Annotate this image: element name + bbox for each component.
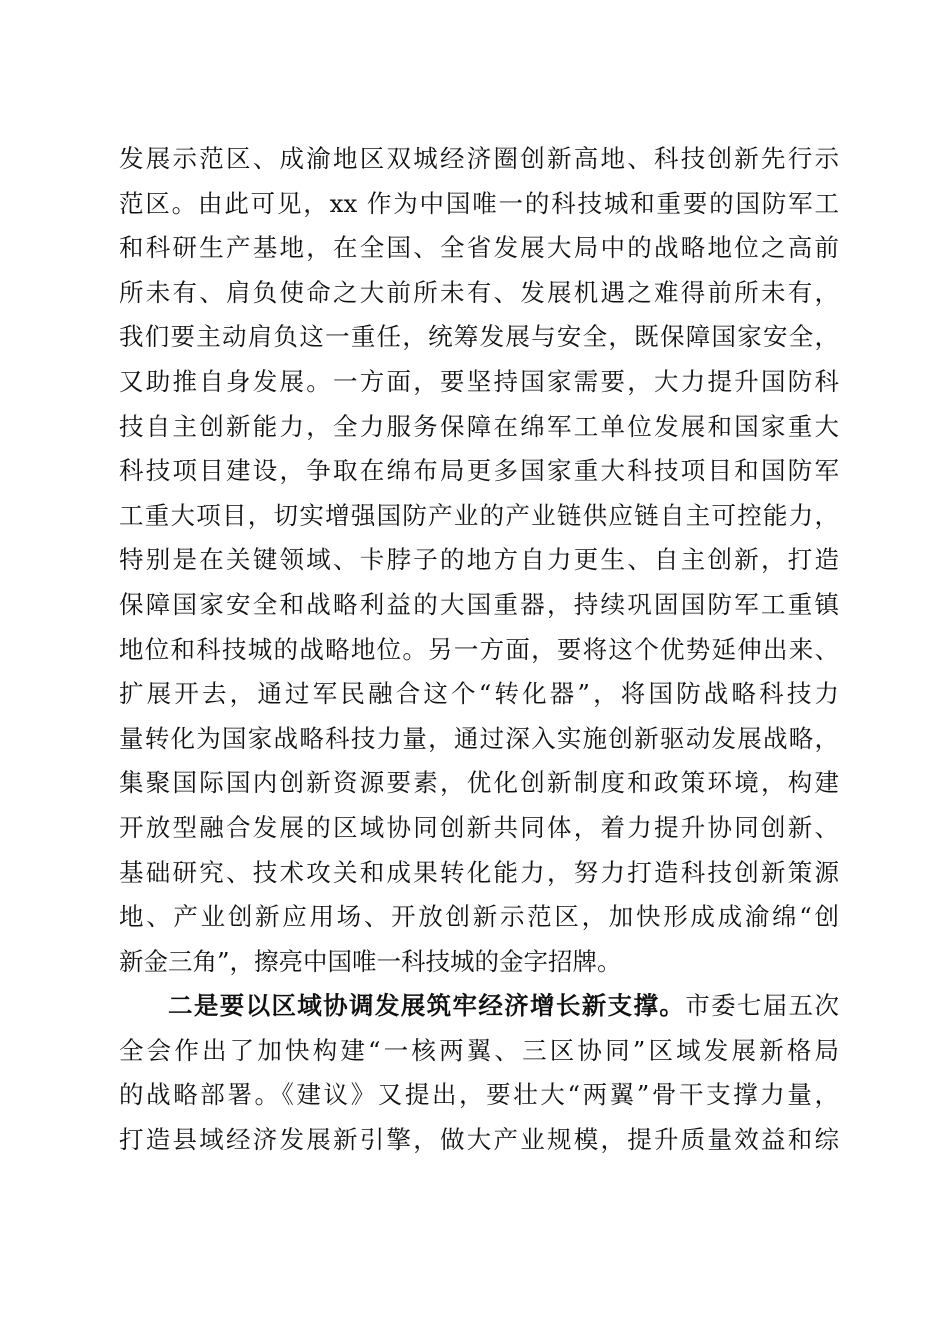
text-line: 全会作出了加快构建“一核两翼、三区协同”区域发展新格局 (119, 1035, 839, 1065)
text-line: 发展示范区、成渝地区双城经济圈创新高地、科技创新先行示 (119, 144, 839, 173)
text-line: 工重大项目，切实增强国防产业的产业链供应链自主可控能力， (119, 500, 839, 530)
text-line: 基础研究、技术攻关和成果转化能力，努力打造科技创新策源 (119, 857, 839, 887)
text-line: 地、产业创新应用场、开放创新示范区，加快形成成渝绵“创 (119, 902, 839, 932)
text-line: 所未有、肩负使命之大前所未有、发展机遇之难得前所未有， (119, 277, 839, 307)
text-line: 我们要主动肩负这一重任，统筹发展与安全，既保障国家安全， (119, 322, 839, 352)
paragraph-heading: 二是要以区域协调发展筑牢经济增长新支撑。 (168, 991, 686, 1021)
text-line: 打造县域经济发展新引擎，做大产业规模，提升质量效益和综 (119, 1125, 839, 1155)
paragraph-1 (119, 137, 839, 984)
text-line: 的战略部署。《建议》又提出，要壮大“两翼”骨干支撑力量， (119, 1080, 839, 1110)
text-line: 集聚国际国内创新资源要素，优化创新制度和政策环境，构建 (119, 768, 839, 798)
document-body (119, 137, 839, 1163)
text-line: 开放型融合发展的区域协同创新共同体，着力提升协同创新、 (119, 812, 839, 842)
paragraph-first-line (119, 984, 839, 1029)
text-line: 量转化为国家战略科技力量，通过深入实施创新驱动发展战略， (119, 723, 839, 753)
text-line: 又助推自身发展。一方面，要坚持国家需要，大力提升国防科 (119, 366, 839, 396)
text-line: 保障国家安全和战略利益的大国重器，持续巩固国防军工重镇 (119, 589, 839, 619)
text-line: 科技项目建设，争取在绵布局更多国家重大科技项目和国防军 (119, 456, 839, 486)
text-line: 特别是在关键领域、卡脖子的地方自力更生、自主创新，打造 (119, 545, 839, 575)
paragraph-first-line-text: 市委七届五次 (685, 991, 839, 1021)
text-line: 新金三角”，擦亮中国唯一科技城的金字招牌。 (119, 946, 622, 976)
text-line: 技自主创新能力，全力服务保障在绵军工单位发展和国家重大 (119, 411, 839, 441)
text-line: 和科研生产基地，在全国、全省发展大局中的战略地位之高前 (119, 233, 839, 263)
text-line: 扩展开去，通过军民融合这个“转化器”，将国防战略科技力 (119, 679, 839, 709)
text-line: 地位和科技城的战略地位。另一方面，要将这个优势延伸出来、 (119, 634, 839, 664)
text-line: 范区。由此可见，xx 作为中国唯一的科技城和重要的国防军工 (119, 188, 839, 218)
paragraph-2 (119, 984, 839, 1162)
